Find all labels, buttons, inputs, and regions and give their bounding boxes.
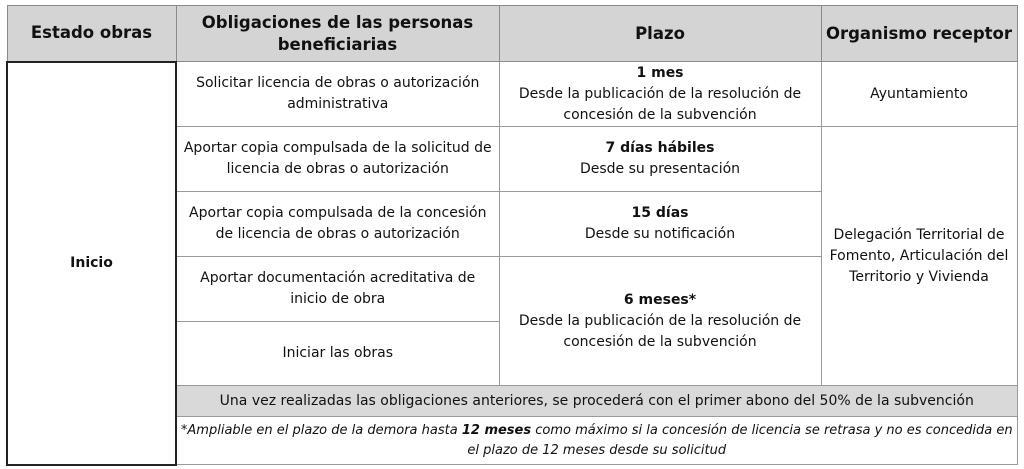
header-estado: Estado obras <box>7 6 176 62</box>
table-row <box>7 62 1017 127</box>
summary-cell: Una vez realizadas las obligaciones anteriores, se procederá con el primer abono del 50% de la subvención <box>176 386 1017 417</box>
plazo-cell <box>499 257 821 386</box>
plazo-title: 1 mes <box>636 64 684 81</box>
plazo-title: 6 meses* <box>623 291 697 308</box>
plazo-cell <box>499 62 821 127</box>
estado-cell: Inicio <box>7 62 176 465</box>
plazo-cell <box>499 127 821 192</box>
obligacion-cell: Aportar copia compulsada de la solicitud de licencia de obras o autorización <box>176 127 499 192</box>
header-plazo: Plazo <box>499 6 821 62</box>
obligations-table <box>6 5 1018 466</box>
plazo-detail: Desde la publicación de la resolución de concesión de la subvención <box>518 312 802 350</box>
obligacion-cell: Solicitar licencia de obras o autorización administrativa <box>176 62 499 127</box>
plazo-detail: Desde su presentación <box>579 161 741 177</box>
note-text-end: como máximo si la concesión de licencia se retrasa y no es concedida en el plazo de 12 meses desde su solicitud <box>467 422 1013 458</box>
organismo-cell: Delegación Territorial de Fomento, Articulación del Territorio y Vivienda <box>821 127 1017 386</box>
obligacion-cell: Aportar documentación acreditativa de inicio de obra <box>176 257 499 322</box>
obligacion-cell: Iniciar las obras <box>176 322 499 386</box>
header-row <box>7 6 1017 62</box>
plazo-detail: Desde la publicación de la resolución de concesión de la subvención <box>518 85 802 123</box>
note-cell <box>176 417 1017 465</box>
plazo-cell <box>499 192 821 257</box>
plazo-title: 7 días hábiles <box>605 140 715 156</box>
plazo-detail: Desde su notificación <box>584 226 736 242</box>
plazo-title: 15 días <box>631 205 689 221</box>
note-text-start: *Ampliable en el plazo de la demora hasta <box>180 422 462 438</box>
header-obligaciones: Obligaciones de las personas beneficiarias <box>176 6 499 62</box>
header-organismo: Organismo receptor <box>821 6 1017 62</box>
note-bold: 12 meses <box>461 422 532 438</box>
obligacion-cell: Aportar copia compulsada de la concesión de licencia de obras o autorización <box>176 192 499 257</box>
organismo-cell: Ayuntamiento <box>821 62 1017 127</box>
